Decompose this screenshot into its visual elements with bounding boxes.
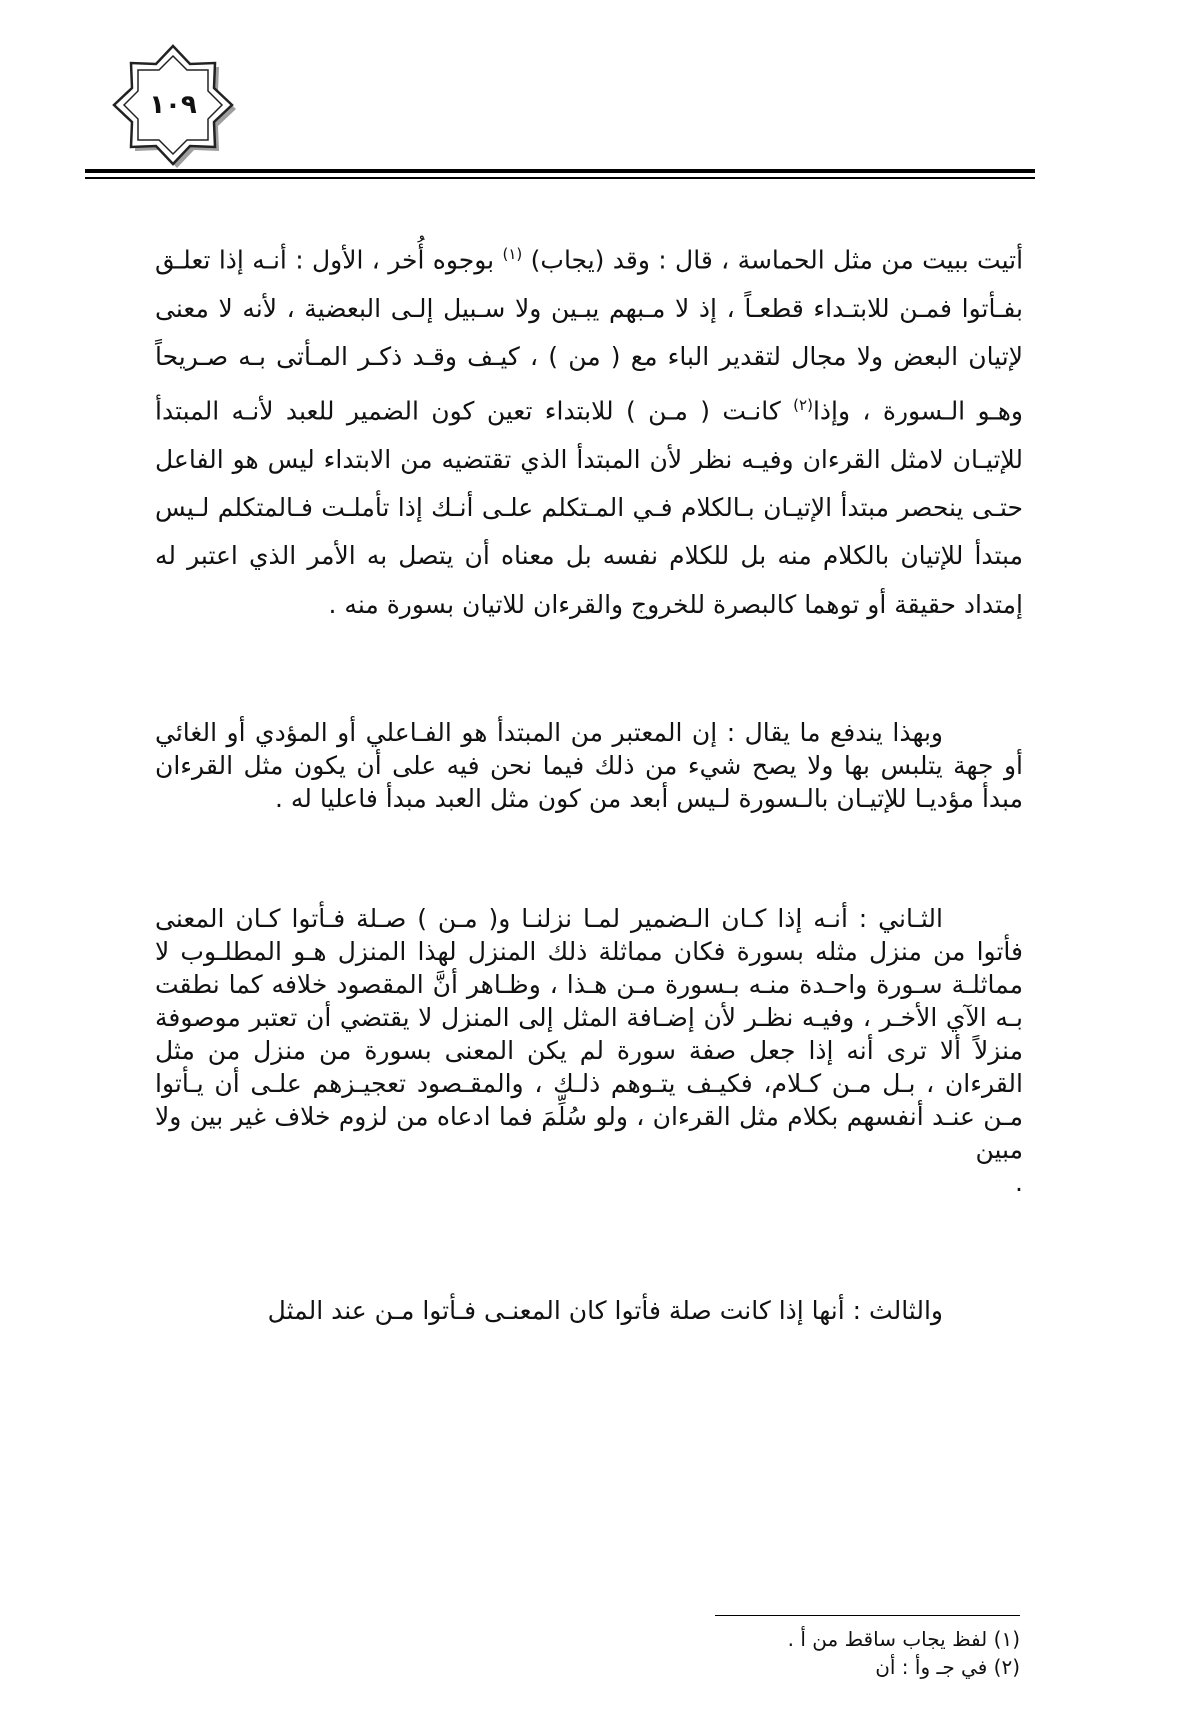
footnotes	[700, 1625, 1020, 1681]
paragraph-3-text: الثـاني : أنـه إذا كـان الـضمير لمـا نزلنـا و( مـن ) صـلة فـأتوا كـان المعنى فأتوا من منزل مثله بسورة فكان مماثلة ذلك المنزل لهذا المنزل هـو المطلـوب لا مماثلـة سـورة واحـدة منـه بـسورة مـن هـذا ، وظـاهر أنَّ المقصود خلافه كما نطقت بـه الآي الأخـر ، وفيـه نظـر لأن إضـافة المثل إلى المنزل لا يقتضي أن تعتبر موصوفة منزلاً ألا ترى أنه إذا جعل صفة سورة لم يكن المعنى بسورة من منزل من مثل القرءان ، بـل مـن كـلام، فكيـف يتـوهم ذلـك ، والمقـصود تعجيـزهم علـى أن يـأتوا مـن عنـد أنفسهم بكلام مثل القرءان ، ولو سُلِّمَ فما ادعاه من لزوم خلاف غير بين ولا مبين	[155, 904, 1023, 1164]
footnote-separator	[715, 1615, 1020, 1616]
paragraph-1-text-c: كانـت ( مـن ) للابتداء تعين كون الضمير للعبد لأنـه المبتدأ للإتيـان لامثل القرءان وفيـه نظر لأن المبتدأ الذي تقتضيه من الابتداء ليس هو الفاعل حتـى ينحصر مبتدأ الإتيـان بـالكلام فـي المـتكلم علـى أنـك إذا تأملـت فـالمتكلم لـيس مبتدأ للإتيان بالكلام منه بل للكلام نفسه بل معناه أن يتصل به الأمر الذي اعتبر له إمتداد حقيقة أو توهما كالبصرة للخروج والقرءان للاتيان بسورة منه .	[155, 396, 1023, 619]
paragraph-2-text: وبهذا يندفع ما يقال : إن المعتبر من المبتدأ هو الفـاعلي أو المؤدي أو الغائي أو جهة يتلبس بها ولا يصح شيء من ذلك فيما نحن فيه على أن يكون مثل القرءان مبدأ مؤديـا للإتيـان بالـسورة لـيس أبعد من كون مثل العبد مبدأ فاعليا له .	[155, 718, 1023, 813]
page-number-badge	[108, 40, 238, 170]
page-number: ١٠٩	[149, 90, 197, 120]
paragraph-1-text-b: بوجوه أُخر ، الأول : أنـه إذا تعلـق بفـأتوا فمـن للابتـداء قطعـاً ، إذ لا مـبهم يبـين ولا سـبيل إلـى البعضية ، لأنه لا معنى لإتيان البعض ولا مجال لتقدير الباء مع ( من ) ، كيـف وقـد ذكـر المـأتى بـه صـريحاً وهـو الـسورة ، وإذا	[155, 245, 1024, 426]
paragraph-3	[155, 902, 1023, 1199]
header-rule-thin	[85, 177, 1035, 179]
footnote-ref-2: (٢)	[793, 396, 813, 415]
paragraph-4-text: والثالث : أنها إذا كانت صلة فأتوا كان المعنـى فـأتوا مـن عند المثل	[267, 1296, 943, 1325]
paragraph-2	[155, 716, 1023, 815]
paragraph-4	[155, 1294, 1023, 1327]
footnote-1: (١) لفظ يجاب ساقط من أ .	[787, 1627, 1020, 1651]
footnote-2: (٢) في جـ وأ : أن	[875, 1655, 1020, 1679]
paragraph-3-end: .	[1015, 1168, 1023, 1197]
paragraph-1-text-a: أتيت ببيت من مثل الحماسة ، قال : وقد (يجاب)	[530, 245, 1024, 275]
header-rule-thick	[85, 169, 1035, 173]
paragraph-1	[155, 230, 1023, 629]
footnote-ref-1: (١)	[502, 245, 523, 263]
